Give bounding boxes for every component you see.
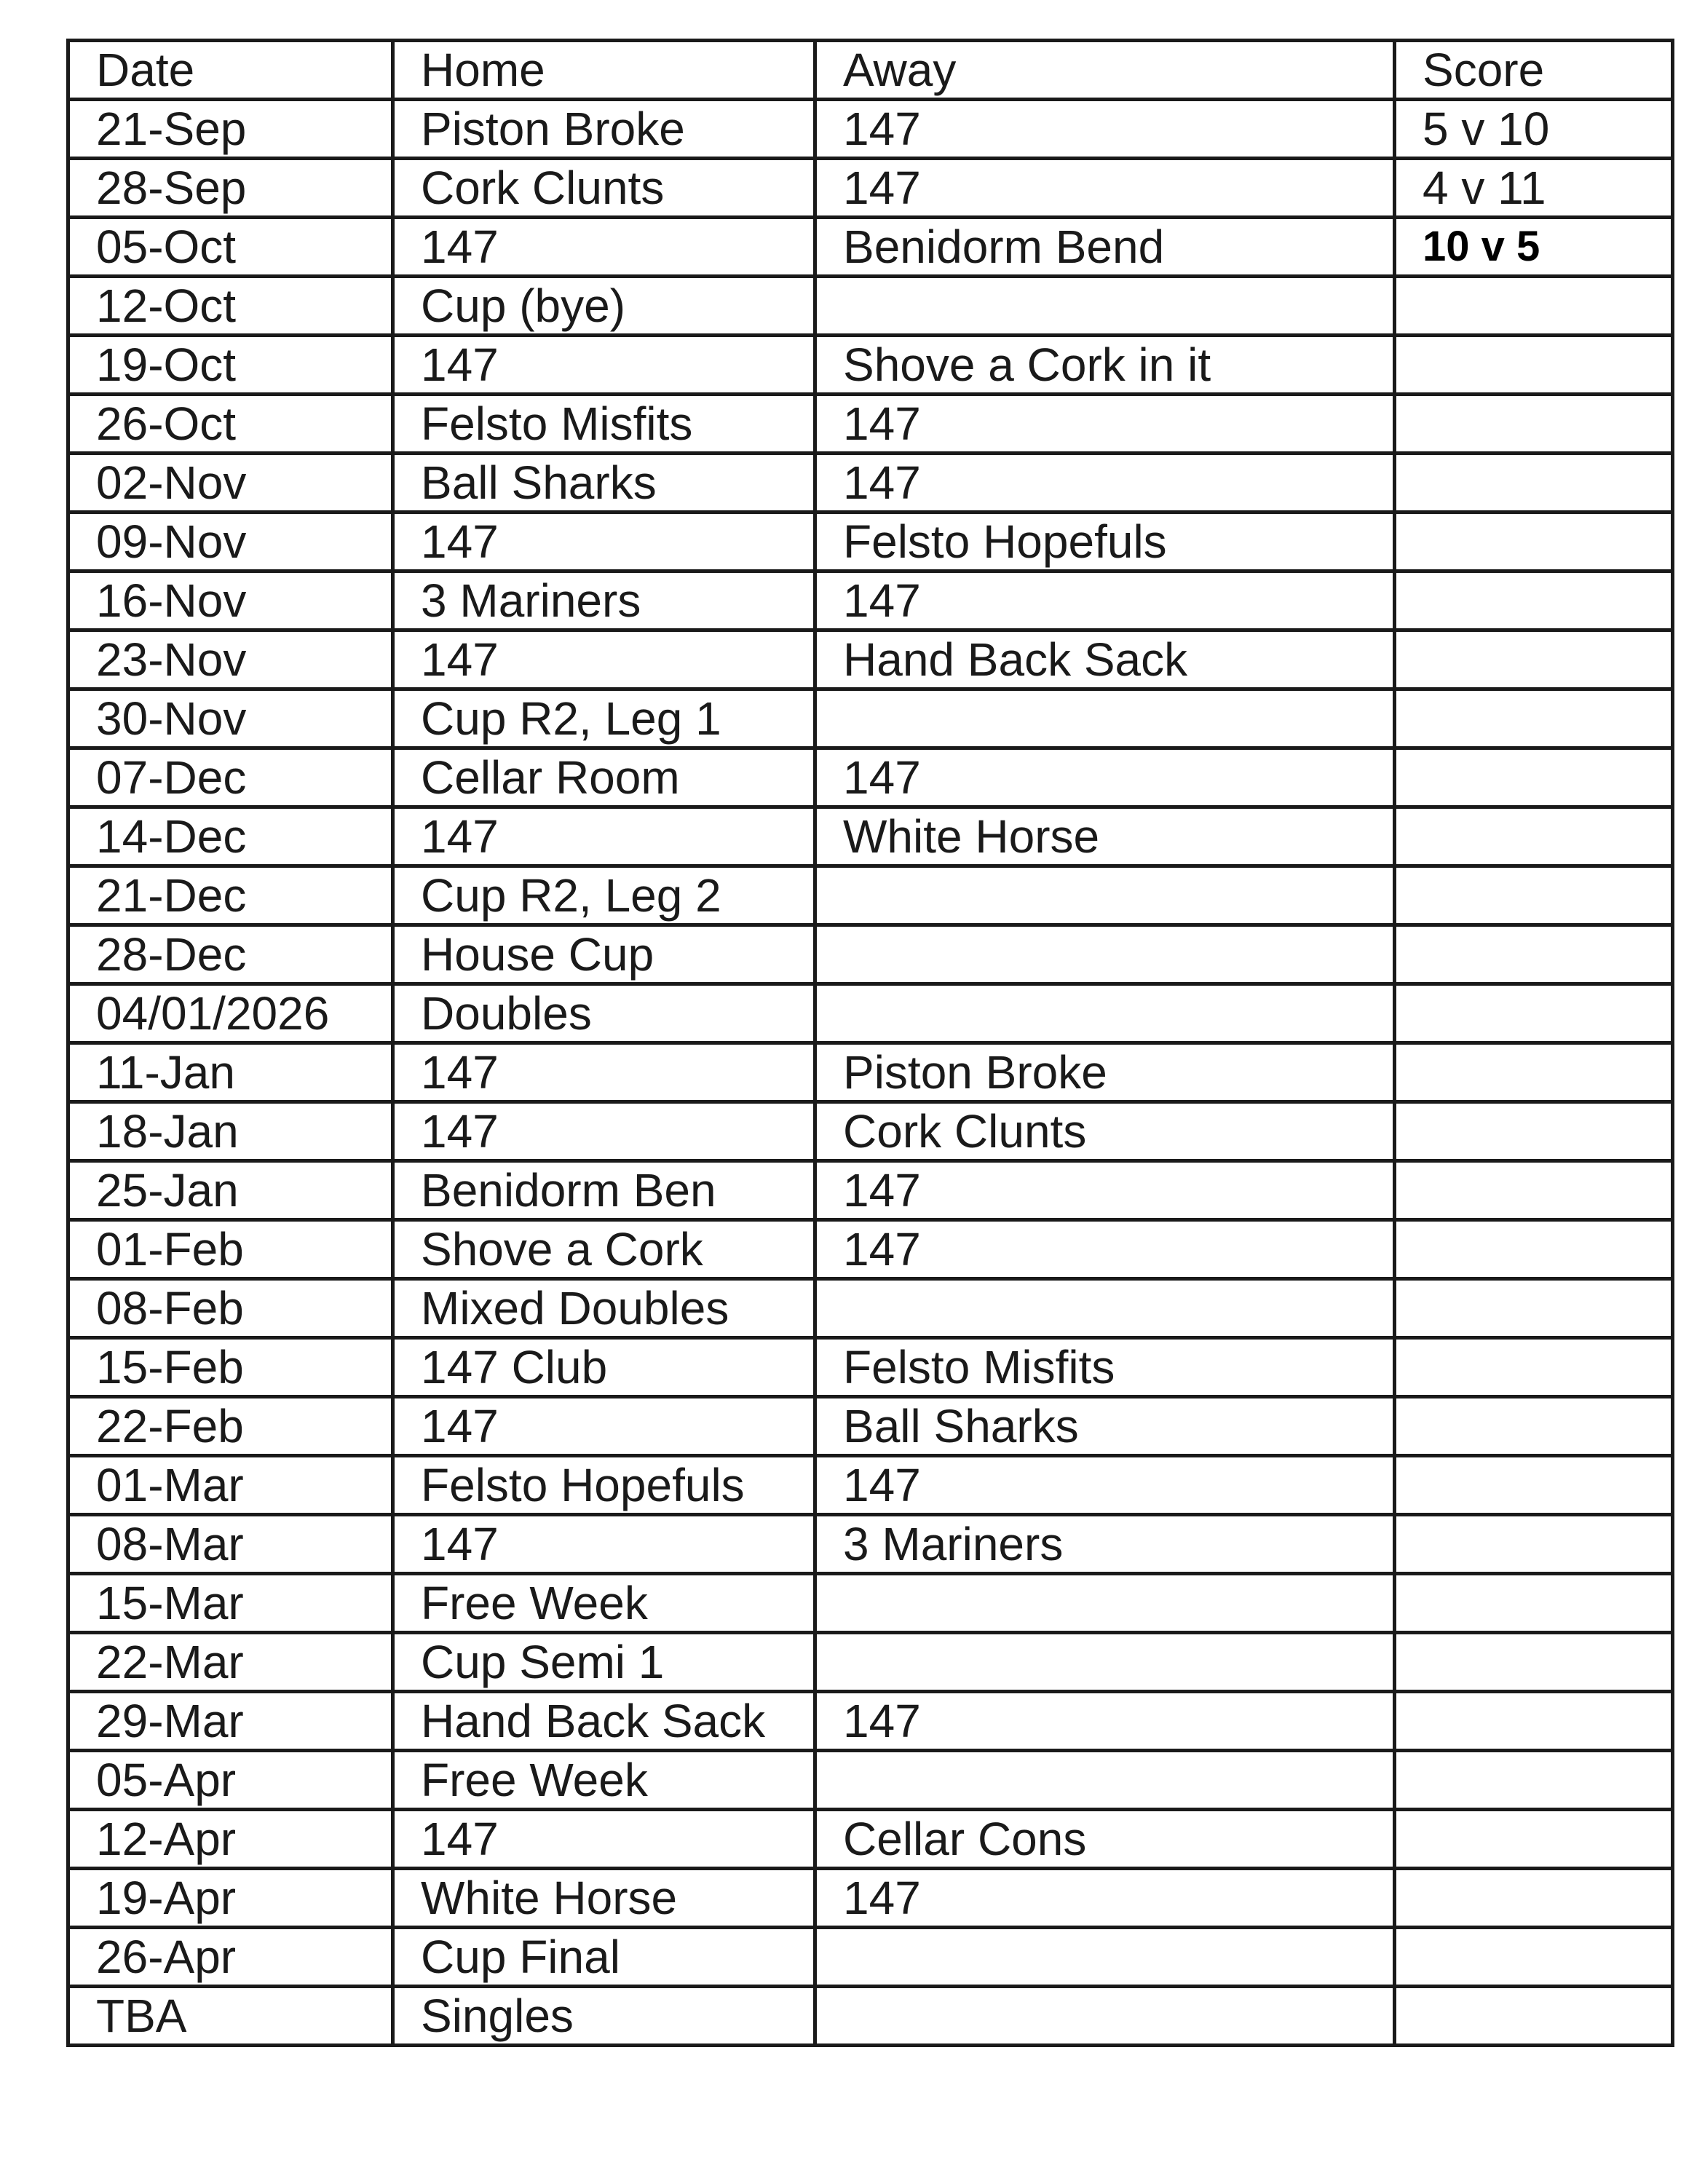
cell-home: 147 — [393, 336, 815, 395]
cell-score — [1395, 1397, 1673, 1456]
cell-away: 147 — [815, 159, 1395, 218]
cell-date: 01-Feb — [68, 1220, 393, 1279]
cell-date: 21-Dec — [68, 866, 393, 925]
cell-date: 05-Apr — [68, 1751, 393, 1810]
cell-home: Hand Back Sack — [393, 1692, 815, 1751]
table-row — [68, 807, 1673, 866]
cell-home: Doubles — [393, 984, 815, 1043]
cell-home: Cup (bye) — [393, 277, 815, 336]
header-date: Date — [68, 41, 393, 100]
cell-away: 147 — [815, 1692, 1395, 1751]
cell-date: 14-Dec — [68, 807, 393, 866]
table-row — [68, 630, 1673, 689]
cell-away: 147 — [815, 395, 1395, 454]
table-row — [68, 866, 1673, 925]
cell-date: 25-Jan — [68, 1161, 393, 1220]
cell-home: 147 — [393, 218, 815, 277]
cell-date: 09-Nov — [68, 513, 393, 571]
cell-home: Piston Broke — [393, 100, 815, 159]
cell-score — [1395, 1928, 1673, 1987]
table-row — [68, 336, 1673, 395]
table-row — [68, 1338, 1673, 1397]
cell-score: 4 v 11 — [1395, 159, 1673, 218]
cell-date: 15-Mar — [68, 1574, 393, 1633]
cell-score — [1395, 1279, 1673, 1338]
fixture-table — [66, 39, 1674, 2047]
cell-away: Hand Back Sack — [815, 630, 1395, 689]
cell-score — [1395, 807, 1673, 866]
cell-away: Piston Broke — [815, 1043, 1395, 1102]
cell-home: 147 — [393, 1397, 815, 1456]
cell-away: 147 — [815, 1869, 1395, 1928]
cell-away — [815, 277, 1395, 336]
table-row — [68, 454, 1673, 513]
cell-score — [1395, 1574, 1673, 1633]
cell-score — [1395, 1515, 1673, 1574]
cell-home: 147 Club — [393, 1338, 815, 1397]
table-row — [68, 1810, 1673, 1869]
cell-home: 3 Mariners — [393, 571, 815, 630]
cell-home: 147 — [393, 1515, 815, 1574]
cell-score — [1395, 395, 1673, 454]
table-row — [68, 1161, 1673, 1220]
cell-away — [815, 1279, 1395, 1338]
table-row — [68, 689, 1673, 748]
header-home: Home — [393, 41, 815, 100]
cell-away: 147 — [815, 748, 1395, 807]
table-row — [68, 1987, 1673, 2046]
cell-away: Cork Clunts — [815, 1102, 1395, 1161]
cell-home: House Cup — [393, 925, 815, 984]
cell-date: 28-Dec — [68, 925, 393, 984]
cell-date: 05-Oct — [68, 218, 393, 277]
cell-score — [1395, 1869, 1673, 1928]
cell-away: 147 — [815, 1456, 1395, 1515]
cell-home: Benidorm Ben — [393, 1161, 815, 1220]
cell-away — [815, 866, 1395, 925]
cell-away — [815, 1633, 1395, 1692]
cell-date: 08-Mar — [68, 1515, 393, 1574]
cell-home: Cup Final — [393, 1928, 815, 1987]
table-row — [68, 748, 1673, 807]
cell-date: 26-Apr — [68, 1928, 393, 1987]
cell-score: 10 v 5 — [1395, 218, 1673, 277]
cell-score — [1395, 277, 1673, 336]
table-row — [68, 1928, 1673, 1987]
cell-away — [815, 1928, 1395, 1987]
cell-away: 147 — [815, 571, 1395, 630]
table-row — [68, 1751, 1673, 1810]
cell-score — [1395, 689, 1673, 748]
cell-away — [815, 1574, 1395, 1633]
table-row — [68, 395, 1673, 454]
table-row — [68, 1515, 1673, 1574]
table-row — [68, 1279, 1673, 1338]
cell-away: Felsto Misfits — [815, 1338, 1395, 1397]
cell-score: 5 v 10 — [1395, 100, 1673, 159]
cell-date: 12-Apr — [68, 1810, 393, 1869]
cell-score — [1395, 513, 1673, 571]
header-row — [68, 41, 1673, 100]
cell-score — [1395, 1692, 1673, 1751]
table-row — [68, 571, 1673, 630]
cell-score — [1395, 454, 1673, 513]
table-row — [68, 159, 1673, 218]
cell-home: 147 — [393, 1810, 815, 1869]
table-row — [68, 1692, 1673, 1751]
cell-home: Felsto Misfits — [393, 395, 815, 454]
cell-date: 30-Nov — [68, 689, 393, 748]
table-row — [68, 1043, 1673, 1102]
cell-home: Shove a Cork — [393, 1220, 815, 1279]
cell-away — [815, 925, 1395, 984]
header-score: Score — [1395, 41, 1673, 100]
cell-score — [1395, 866, 1673, 925]
cell-score — [1395, 925, 1673, 984]
cell-date: 22-Mar — [68, 1633, 393, 1692]
table-row — [68, 100, 1673, 159]
cell-date: TBA — [68, 1987, 393, 2046]
cell-score — [1395, 1220, 1673, 1279]
table-row — [68, 218, 1673, 277]
cell-score — [1395, 1751, 1673, 1810]
cell-date: 08-Feb — [68, 1279, 393, 1338]
table-row — [68, 1633, 1673, 1692]
cell-home: Free Week — [393, 1751, 815, 1810]
table-row — [68, 1220, 1673, 1279]
cell-score — [1395, 1102, 1673, 1161]
cell-score — [1395, 1161, 1673, 1220]
cell-away: 3 Mariners — [815, 1515, 1395, 1574]
cell-home: 147 — [393, 807, 815, 866]
cell-date: 19-Oct — [68, 336, 393, 395]
table-row — [68, 925, 1673, 984]
cell-date: 01-Mar — [68, 1456, 393, 1515]
cell-score — [1395, 1633, 1673, 1692]
table-row — [68, 1102, 1673, 1161]
cell-date: 07-Dec — [68, 748, 393, 807]
cell-score — [1395, 336, 1673, 395]
cell-home: Cup R2, Leg 1 — [393, 689, 815, 748]
cell-date: 21-Sep — [68, 100, 393, 159]
cell-away: Shove a Cork in it — [815, 336, 1395, 395]
cell-home: 147 — [393, 1043, 815, 1102]
table-row — [68, 1456, 1673, 1515]
cell-score — [1395, 1043, 1673, 1102]
cell-score — [1395, 984, 1673, 1043]
cell-date: 02-Nov — [68, 454, 393, 513]
cell-away: 147 — [815, 100, 1395, 159]
cell-away: Cellar Cons — [815, 1810, 1395, 1869]
cell-date: 11-Jan — [68, 1043, 393, 1102]
cell-score — [1395, 748, 1673, 807]
cell-away: 147 — [815, 1220, 1395, 1279]
cell-home: White Horse — [393, 1869, 815, 1928]
cell-away: Benidorm Bend — [815, 218, 1395, 277]
cell-home: Cup R2, Leg 2 — [393, 866, 815, 925]
cell-home: Singles — [393, 1987, 815, 2046]
cell-away: White Horse — [815, 807, 1395, 866]
table-row — [68, 984, 1673, 1043]
cell-away — [815, 689, 1395, 748]
cell-away: Felsto Hopefuls — [815, 513, 1395, 571]
cell-date: 22-Feb — [68, 1397, 393, 1456]
cell-away — [815, 1751, 1395, 1810]
cell-home: Ball Sharks — [393, 454, 815, 513]
cell-home: Cup Semi 1 — [393, 1633, 815, 1692]
header-away: Away — [815, 41, 1395, 100]
cell-date: 28-Sep — [68, 159, 393, 218]
cell-home: 147 — [393, 1102, 815, 1161]
cell-score — [1395, 1338, 1673, 1397]
cell-home: Mixed Doubles — [393, 1279, 815, 1338]
table-row — [68, 1574, 1673, 1633]
cell-home: 147 — [393, 513, 815, 571]
cell-score — [1395, 1810, 1673, 1869]
cell-home: Free Week — [393, 1574, 815, 1633]
cell-date: 19-Apr — [68, 1869, 393, 1928]
table-row — [68, 277, 1673, 336]
cell-away: 147 — [815, 1161, 1395, 1220]
table-row — [68, 513, 1673, 571]
cell-date: 15-Feb — [68, 1338, 393, 1397]
cell-date: 29-Mar — [68, 1692, 393, 1751]
cell-home: Felsto Hopefuls — [393, 1456, 815, 1515]
fixture-body — [68, 100, 1673, 2046]
table-row — [68, 1869, 1673, 1928]
cell-date: 12-Oct — [68, 277, 393, 336]
cell-date: 23-Nov — [68, 630, 393, 689]
cell-date: 04/01/2026 — [68, 984, 393, 1043]
cell-score — [1395, 571, 1673, 630]
cell-date: 26-Oct — [68, 395, 393, 454]
cell-away: Ball Sharks — [815, 1397, 1395, 1456]
cell-date: 18-Jan — [68, 1102, 393, 1161]
cell-home: 147 — [393, 630, 815, 689]
cell-score — [1395, 1456, 1673, 1515]
cell-away — [815, 1987, 1395, 2046]
cell-home: Cellar Room — [393, 748, 815, 807]
cell-away: 147 — [815, 454, 1395, 513]
cell-date: 16-Nov — [68, 571, 393, 630]
table-row — [68, 1397, 1673, 1456]
cell-score — [1395, 630, 1673, 689]
cell-home: Cork Clunts — [393, 159, 815, 218]
cell-score — [1395, 1987, 1673, 2046]
cell-away — [815, 984, 1395, 1043]
